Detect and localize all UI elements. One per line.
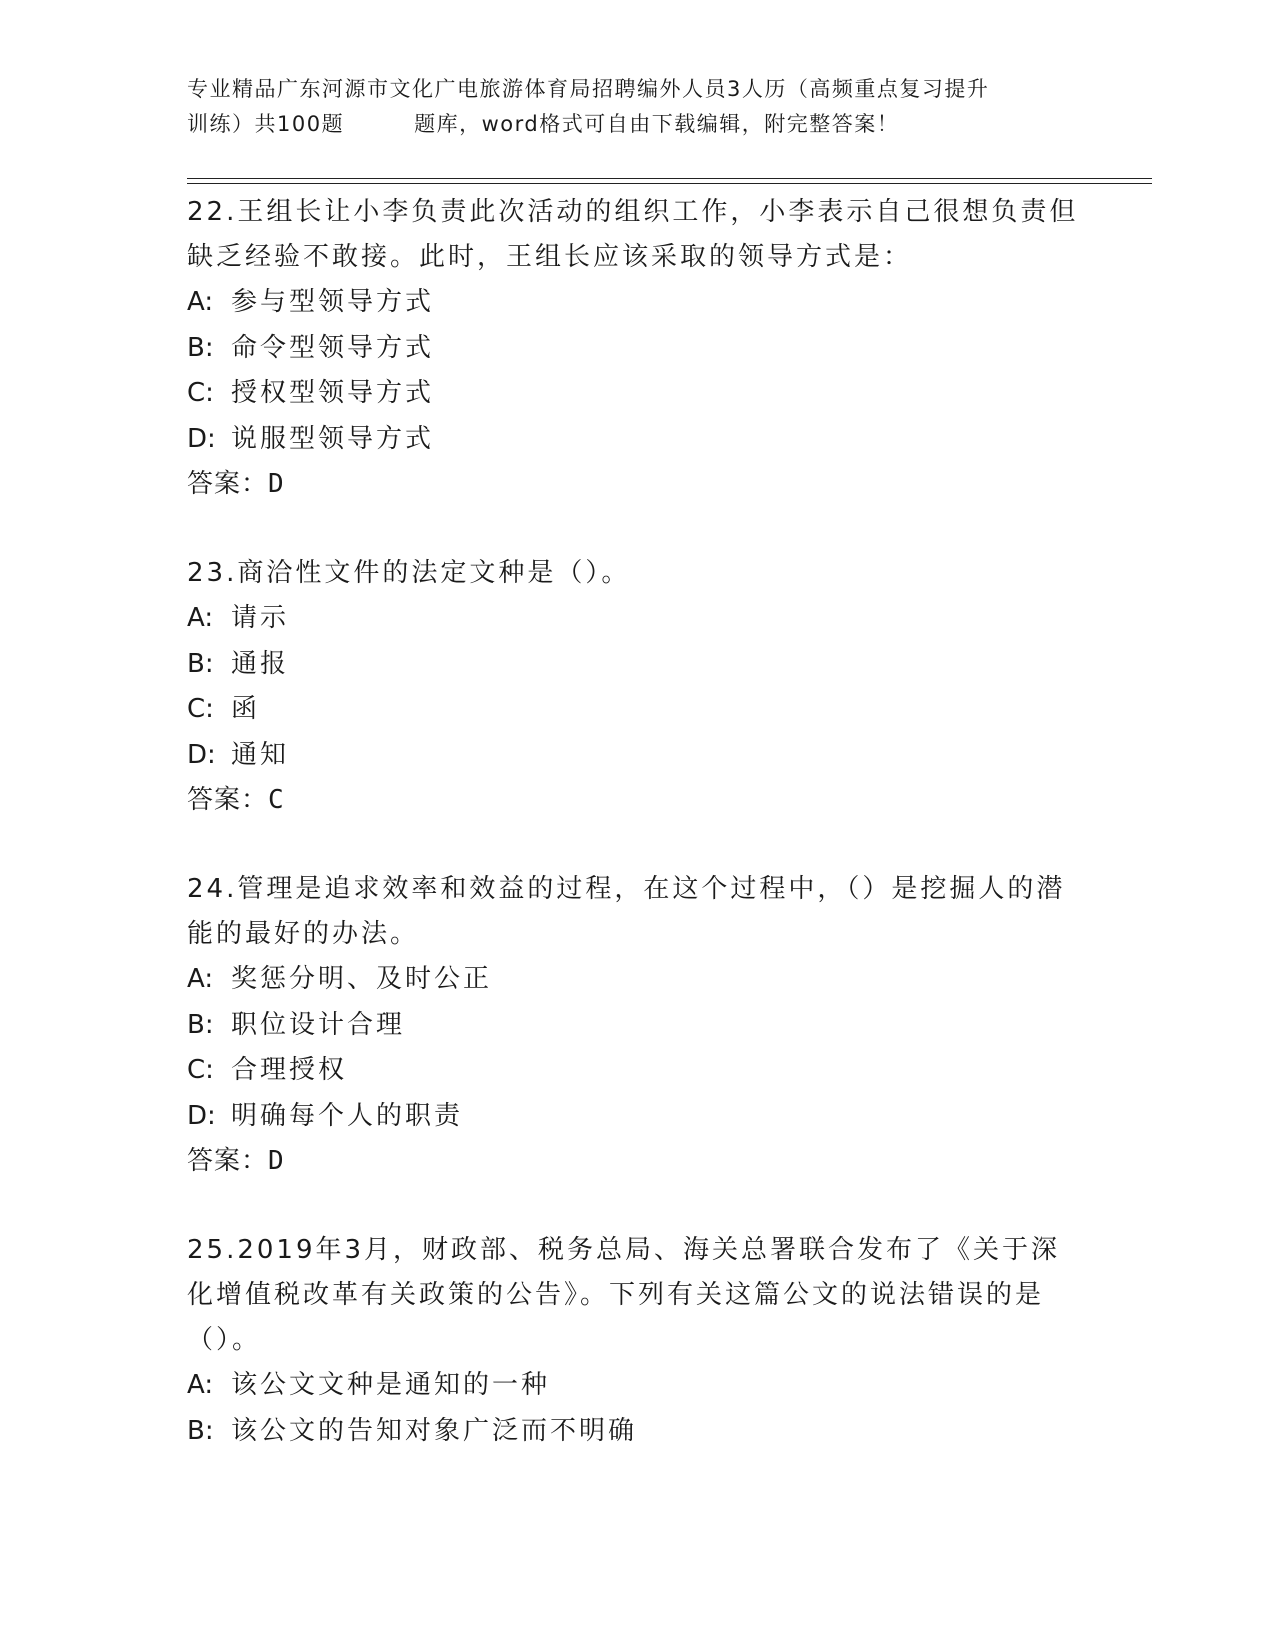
- answer-label: 答案：: [187, 469, 269, 499]
- option-text: 请示: [231, 603, 290, 633]
- option-text: 命令型领导方式: [231, 332, 435, 363]
- option-letter: A:: [187, 964, 214, 994]
- answer-value: D: [268, 469, 285, 499]
- option-text: 通知: [231, 739, 290, 770]
- question-stem: 23.商洽性文件的法定文种是（）。: [187, 558, 631, 588]
- option-a: [187, 280, 1087, 326]
- answer-line: [187, 462, 1087, 507]
- option-a: [187, 957, 1087, 1003]
- option-b: [187, 326, 1087, 372]
- question-stem: 22.王组长让小李负责此次活动的组织工作，小李表示自己很想负责但缺乏经验不敢接。此时，王组长应该采取的领导方式是：: [187, 197, 1079, 272]
- header-title-line2-part2: 题库，word格式可自由下载编辑，附完整答案！: [414, 112, 900, 136]
- option-letter: B:: [187, 332, 214, 363]
- question-stem: 24.管理是追求效率和效益的过程，在这个过程中，（）是挖掘人的潜能的最好的办法。: [187, 874, 1066, 949]
- option-text: 合理授权: [231, 1055, 348, 1085]
- question-stem: 25.2019年3月，财政部、税务总局、海关总署联合发布了《关于深化增值税改革有关政策的公告》。下列有关这篇公文的说法错误的是（）。: [187, 1235, 1061, 1355]
- question-list: [187, 190, 1087, 1454]
- header-title-line1: 专业精品广东河源市文化广电旅游体育局招聘编外人员3人历（高频重点复习提升: [187, 77, 990, 101]
- option-text: 授权型领导方式: [231, 378, 435, 408]
- option-letter: B:: [187, 1009, 214, 1040]
- option-text: 通报: [231, 648, 290, 679]
- question-24: [187, 867, 1087, 1184]
- answer-label: 答案：: [187, 1146, 269, 1176]
- question-25: [187, 1228, 1087, 1454]
- option-b: [187, 1409, 1087, 1455]
- answer-value: C: [268, 785, 285, 815]
- option-text: 该公文的告知对象广泛而不明确: [231, 1415, 638, 1446]
- option-d: [187, 417, 1087, 463]
- option-letter: D:: [187, 423, 216, 454]
- header-divider-top: [187, 178, 1152, 179]
- header-divider-bottom: [187, 183, 1152, 184]
- option-text: 说服型领导方式: [231, 423, 435, 454]
- option-text: 参与型领导方式: [231, 287, 435, 317]
- option-b: [187, 1003, 1087, 1049]
- option-text: 函: [231, 694, 261, 724]
- option-c: [187, 687, 1087, 733]
- option-letter: B:: [187, 648, 214, 679]
- option-letter: D:: [187, 739, 216, 770]
- answer-value: D: [268, 1146, 285, 1176]
- option-d: [187, 733, 1087, 779]
- answer-label: 答案：: [187, 785, 269, 815]
- question-23: [187, 551, 1087, 823]
- header-title-line2: [187, 107, 1087, 142]
- option-a: [187, 1363, 1087, 1409]
- option-letter: A:: [187, 603, 214, 633]
- option-text: 明确每个人的职责: [231, 1100, 464, 1131]
- option-c: [187, 371, 1087, 417]
- document-header: [187, 72, 1087, 142]
- question-22: [187, 190, 1087, 507]
- option-letter: C:: [187, 378, 214, 408]
- header-title-line2-part1: 训练）共100题: [187, 112, 345, 136]
- option-b: [187, 642, 1087, 688]
- option-d: [187, 1094, 1087, 1140]
- answer-line: [187, 1139, 1087, 1184]
- option-letter: C:: [187, 694, 214, 724]
- option-letter: A:: [187, 287, 214, 317]
- option-letter: A:: [187, 1370, 214, 1400]
- option-letter: D:: [187, 1100, 216, 1131]
- option-text: 该公文文种是通知的一种: [231, 1370, 551, 1400]
- option-letter: C:: [187, 1055, 214, 1085]
- answer-line: [187, 778, 1087, 823]
- option-text: 奖惩分明、及时公正: [231, 964, 493, 994]
- option-letter: B:: [187, 1415, 214, 1446]
- option-a: [187, 596, 1087, 642]
- option-text: 职位设计合理: [231, 1009, 406, 1040]
- option-c: [187, 1048, 1087, 1094]
